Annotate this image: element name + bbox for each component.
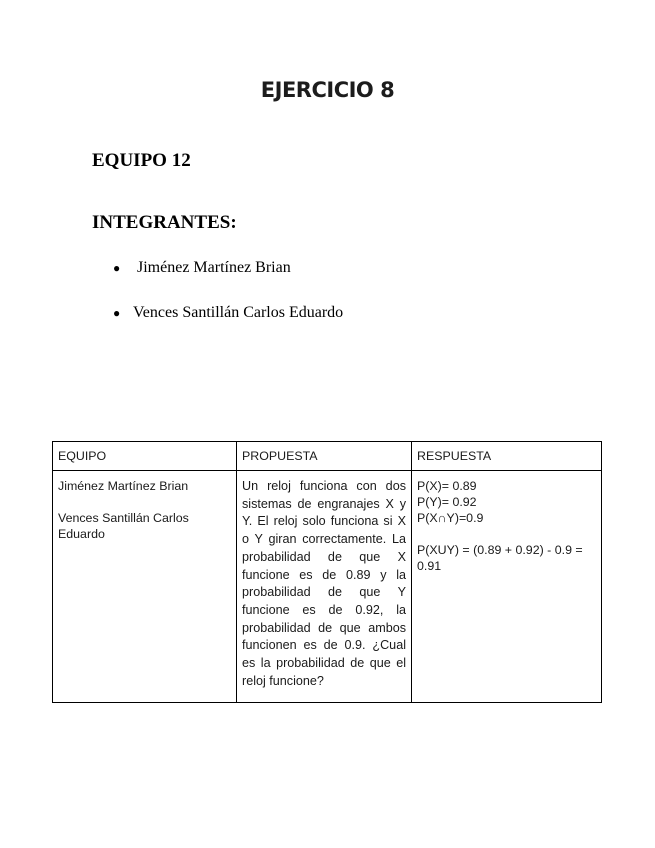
table-cell-respuesta <box>417 478 595 574</box>
table-border-bottom <box>52 702 602 703</box>
table-header-divider <box>52 470 602 471</box>
table-border-left <box>52 441 53 703</box>
given-value: P(X∩Y)=0.9 <box>417 511 484 525</box>
given-value: P(X)= 0.89 <box>417 479 477 493</box>
member-name: Vences Santillán Carlos Eduardo <box>133 304 344 321</box>
member-name: Jiménez Martínez Brian <box>137 259 291 276</box>
document-title: EJERCICIO 8 <box>260 78 395 102</box>
table-column-divider <box>236 441 237 703</box>
exercise-table <box>52 441 602 703</box>
members-heading: INTEGRANTES: <box>92 212 237 233</box>
bullet-icon: ● <box>113 261 121 275</box>
team-member-name: Jiménez Martínez Brian <box>58 479 189 493</box>
table-border-top <box>52 441 602 442</box>
list-item <box>113 258 343 303</box>
given-value: P(Y)= 0.92 <box>417 495 477 509</box>
result-formula: P(XUY) = (0.89 + 0.92) - 0.9 = 0.91 <box>417 543 583 573</box>
team-member-name: Vences Santillán Carlos Eduardo <box>58 511 189 541</box>
table-cell-propuesta: Un reloj funciona con dos sistemas de engranajes X y Y. El reloj solo funciona si X o Y giran correctamente. La probabilidad de que X funcione es de 0.89 y la probabilidad de que Y funcione es de 0.92, la probabilidad de que ambos funcionen es de 0.9. ¿Cual es la probabilidad de que el reloj funcione? <box>242 479 406 688</box>
table-border-right <box>601 441 602 703</box>
table-column-divider <box>411 441 412 703</box>
team-label: EQUIPO 12 <box>92 150 191 171</box>
table-header-equipo: EQUIPO <box>58 449 107 463</box>
table-header-respuesta: RESPUESTA <box>417 449 492 463</box>
bullet-icon: ● <box>113 306 121 320</box>
table-header-propuesta: PROPUESTA <box>242 449 318 463</box>
members-list <box>113 258 343 348</box>
table-cell-equipo <box>58 478 230 542</box>
list-item <box>113 303 343 348</box>
